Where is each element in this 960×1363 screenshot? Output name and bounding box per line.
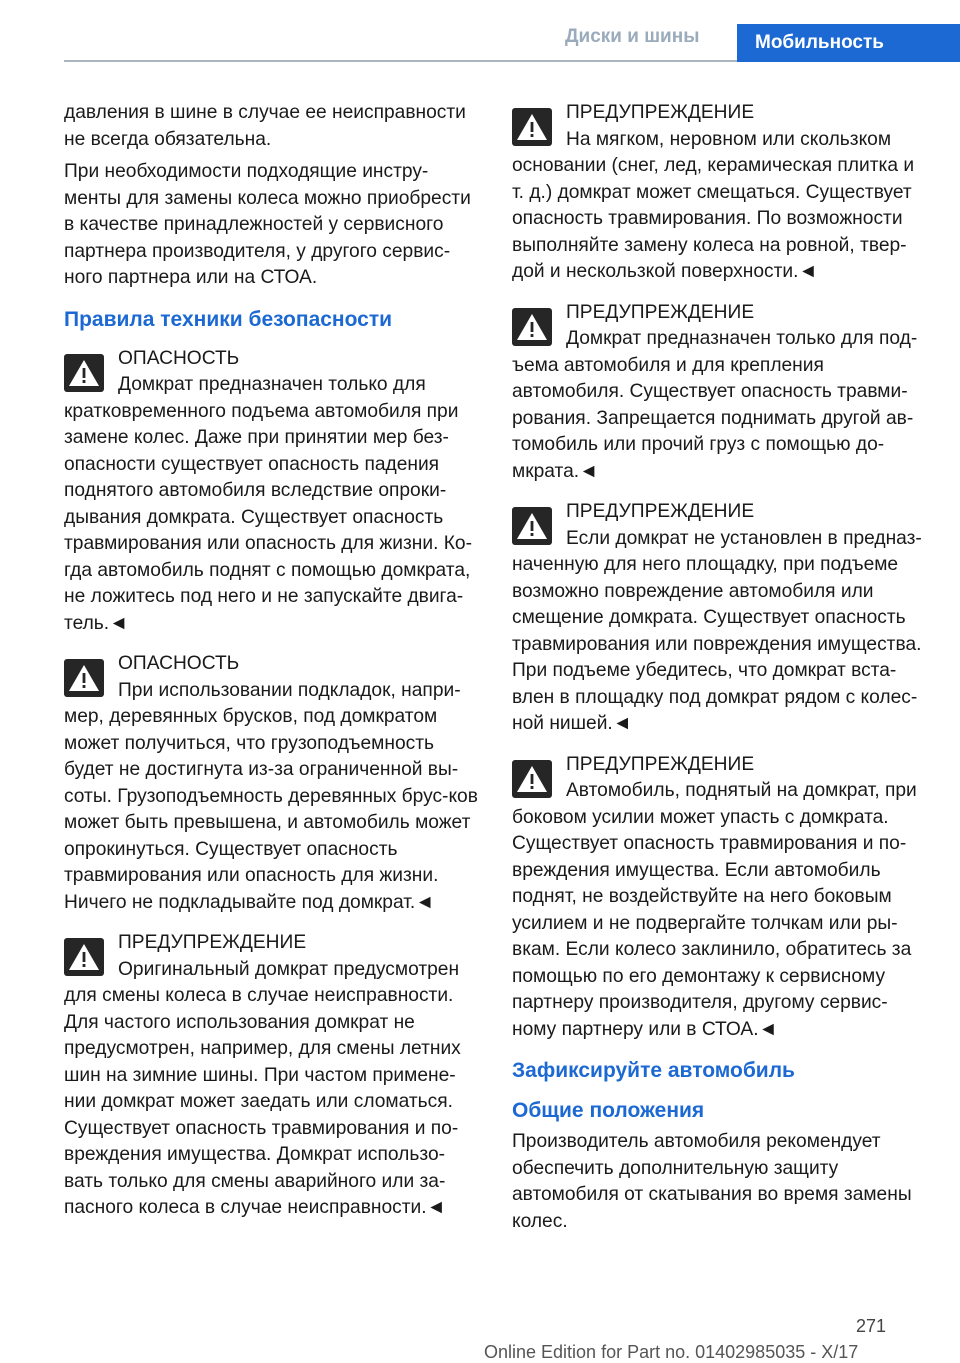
warning-triangle-icon (64, 659, 104, 697)
warning-notice (512, 752, 930, 1044)
paragraph: Производитель автомобиля рекомендует обеспечить дополнительную защиту автомобиля от скатывания во время замены колес. (512, 1131, 912, 1232)
notice-text-first-line: Домкрат предназначен только для под- (566, 328, 918, 349)
notice-text: ъема автомобиля и для крепления автомобиля. Существует опасность травми-рования. Запрещается поднимать другой ав-томобиль или прочий груз с помощью до-мкрата.◄ (512, 354, 914, 482)
right-column (512, 100, 930, 1241)
notice-text-first-line: Домкрат предназначен только для (118, 374, 426, 395)
warning-triangle-icon (64, 354, 104, 392)
notice-title: ПРЕДУПРЕЖДЕНИЕ (566, 301, 755, 323)
warning-triangle-icon (512, 760, 552, 798)
notice-text-first-line: Автомобиль, поднятый на домкрат, при (566, 780, 917, 801)
danger-notice (64, 651, 482, 916)
notice-text-first-line: Оригинальный домкрат предусмотрен (118, 958, 460, 980)
notice-text: для смены колеса в случае неисправности. Для частого использования домкрат не предусмотрен, например, для смены летних шин на зимние шины. При частом примене-нии домкрат может заедать или сломаться. Существует опасность травмирования и по-вреждения имущества. Домкрат использо-вать только для смены аварийного или за-пасного колеса в случае неисправности.◄ (64, 985, 461, 1218)
notice-text: мер, деревянных брусков, под домкратом может получиться, что грузоподъемность будет не достигнута из-за ограниченной вы-соты. Грузоподъемность деревянных брус-ков может быть превышена, и автомобиль может опрокинуться. Существует опасность травмирования или опасность для жизни. Ничего не подкладывайте под домкрат.◄ (64, 706, 478, 913)
notice-title: ПРЕДУПРЕЖДЕНИЕ (118, 932, 307, 953)
paragraph: При необходимости подходящие инстру-менты для замены колеса можно приобрести в качестве принадлежностей у сервисного партнера производителя, у другого сервис-ного партнера или на СТОА. (64, 161, 471, 288)
left-column (64, 100, 482, 1236)
section-heading-safety: Правила техники безопасности (64, 307, 393, 331)
warning-triangle-icon (512, 507, 552, 545)
header-tab-wheels-tires[interactable]: Диски и шины (565, 26, 700, 47)
notice-title: ПРЕДУПРЕЖДЕНИЕ (566, 501, 755, 522)
edition-note: Online Edition for Part no. 01402985035 - X/17 (484, 1342, 859, 1362)
section-heading-secure-vehicle: Зафиксируйте автомобиль (512, 1059, 795, 1082)
notice-text: кратковременного подъема автомобиля при замене колес. Даже при принятии мер без-опасности существует опасность падения поднятого автомобиля вследствие опроки-дывания домкрата. Существует опасность травмирования или опасность для жизни. Ко-гда автомобиль поднят с помощью домкрата, не ложитесь под него и не запускайте двига-тель.◄ (64, 400, 472, 634)
subsection-heading-general: Общие положения (512, 1099, 705, 1122)
notice-text-first-line: При использовании подкладок, напри- (118, 679, 461, 701)
danger-notice (64, 346, 482, 638)
warning-triangle-icon (64, 938, 104, 976)
notice-title: ОПАСНОСТЬ (118, 347, 240, 369)
notice-title: ОПАСНОСТЬ (118, 653, 240, 674)
notice-text: боковом усилии может упасть с домкрата. Существует опасность травмирования и по-вреждения имущества. Если автомобиль поднят, не воздействуйте на него боковым усилием и не подвергайте толчкам или ры-вкам. Если колесо заклинило, обратитесь за помощью по его демонтажу к сервисному партнеру производителя, другому сервис-ному партнеру или в СТОА.◄ (512, 806, 912, 1040)
warning-notice (512, 499, 930, 738)
page-number: 271 (856, 1316, 887, 1336)
warning-triangle-icon (512, 108, 552, 146)
notice-text-first-line: На мягком, неровном или скользком (566, 128, 892, 150)
warning-notice (512, 300, 930, 486)
paragraph: давления в шине в случае ее неисправности не всегда обязательна. (64, 102, 466, 150)
warning-triangle-icon (512, 308, 552, 346)
notice-title: ПРЕДУПРЕЖДЕНИЕ (566, 753, 755, 775)
notice-text: основании (снег, лед, керамическая плитка и т. д.) домкрат может смещаться. Существует опасность травмирования. По возможности выполняйте замену колеса на ровной, твер-дой и нескользкой поверхности.◄ (512, 155, 915, 282)
notice-text: наченную для него площадку, при подъеме возможно повреждение автомобиля или смещение домкрата. Существует опасность травмирования или повреждения имущества. При подъеме убедитесь, что домкрат вста-влен в площадку под домкрат рядом с колес-ной нишей.◄ (512, 554, 922, 734)
notice-text-first-line: Если домкрат не установлен в предназ- (566, 527, 922, 549)
notice-title: ПРЕДУПРЕЖДЕНИЕ (566, 102, 755, 123)
warning-notice (64, 930, 482, 1222)
header-tab-mobility[interactable]: Мобильность (737, 24, 960, 62)
warning-notice (512, 100, 930, 286)
